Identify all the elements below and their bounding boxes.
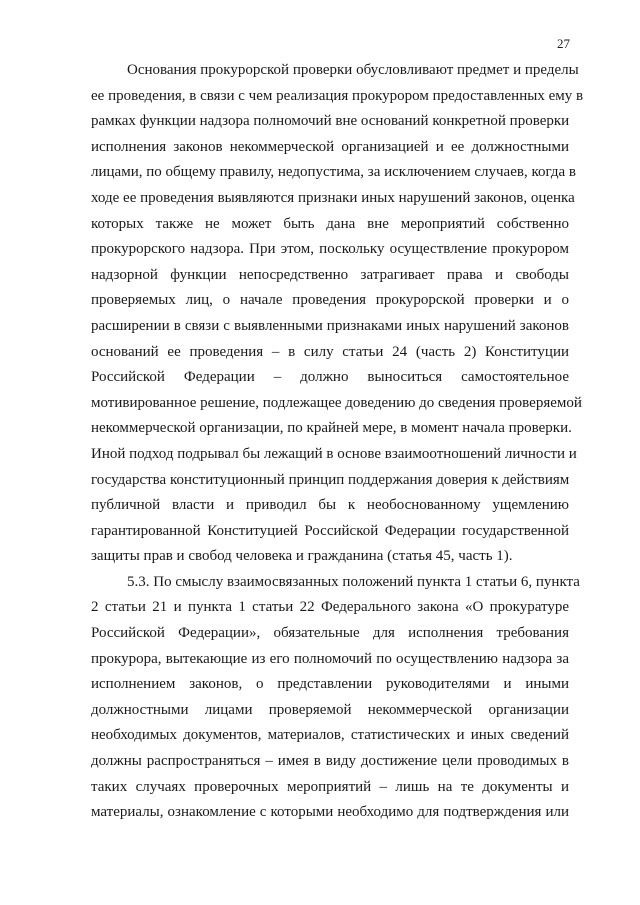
text-line: Российской Федерации – должно выноситься самостоятельное [91,369,569,386]
text-line: защиты прав и свобод человека и гражданина (статья 45, часть 1). [91,548,513,565]
text-line: государства конституционный принцип поддержания доверия к действиям [91,471,570,488]
text-line: расширении в связи с выявленными признаками иных нарушений законов [91,317,569,334]
text-line: ходе ее проведения выявляются признаки иных нарушений законов, оценка [91,189,575,206]
text-line: Основания прокурорской проверки обусловливают предмет и пределы [127,62,579,78]
text-line: прокурорского надзора. При этом, поскольку осуществление прокурором [91,241,569,258]
text-line: 2 статьи 21 и пункта 1 статьи 22 Федерального закона «О прокуратуре [91,599,569,616]
text-line: некоммерческой организации, по крайней мере, в момент начала проверки. [91,420,572,437]
text-line: Иной подход подрывал бы лежащий в основе взаимоотношений личности и [91,445,577,462]
text-line: публичной власти и приводил бы к необоснованному ущемлению [91,497,569,514]
text-line: рамках функции надзора полномочий вне оснований конкретной проверки [91,113,570,130]
text-line: прокурора, вытекающие из его полномочий по осуществлению надзора за [91,650,569,667]
text-line: таких случаях проверочных мероприятий – лишь на те документы и [91,778,569,795]
text-line: должностными лицами проверяемой некоммерческой организации [91,701,569,718]
text-line: проверяемых лиц, о начале проведения прокурорской проверки и о [91,292,569,309]
text-line: мотивированное решение, подлежащее доведению до сведения проверяемой [91,394,582,411]
text-line: гарантированной Конституцией Российской Федерации государственной [91,522,569,539]
text-line: материалы, ознакомление с которыми необходимо для подтверждения или [91,804,569,821]
text-line: которых также не может быть дана вне мероприятий собственно [91,215,569,232]
text-line: 5.3. По смыслу взаимосвязанных положений пункта 1 статьи 6, пункта [127,573,580,590]
text-line: оснований ее проведения – в силу статьи 24 (часть 2) Конституции [91,343,569,360]
text-line: должны распространяться – имея в виду достижение цели проводимых в [91,753,569,770]
page-number: 27 [557,36,570,51]
body-text [91,58,584,826]
text-line: лицами, по общему правилу, недопустима, за исключением случаев, когда в [91,164,577,181]
text-line: необходимых документов, материалов, статистических и иных сведений [91,727,569,744]
text-line: исполнения законов некоммерческой организацией и ее должностными [91,138,569,155]
text-line: Российской Федерации», обязательные для исполнения требования [91,625,569,642]
text-line: ее проведения, в связи с чем реализация прокурором предоставленных ему в [91,87,584,104]
text-line: надзорной функции непосредственно затрагивает права и свободы [91,266,569,283]
text-line: исполнением законов, о представлении руководителями и иными [91,676,569,693]
